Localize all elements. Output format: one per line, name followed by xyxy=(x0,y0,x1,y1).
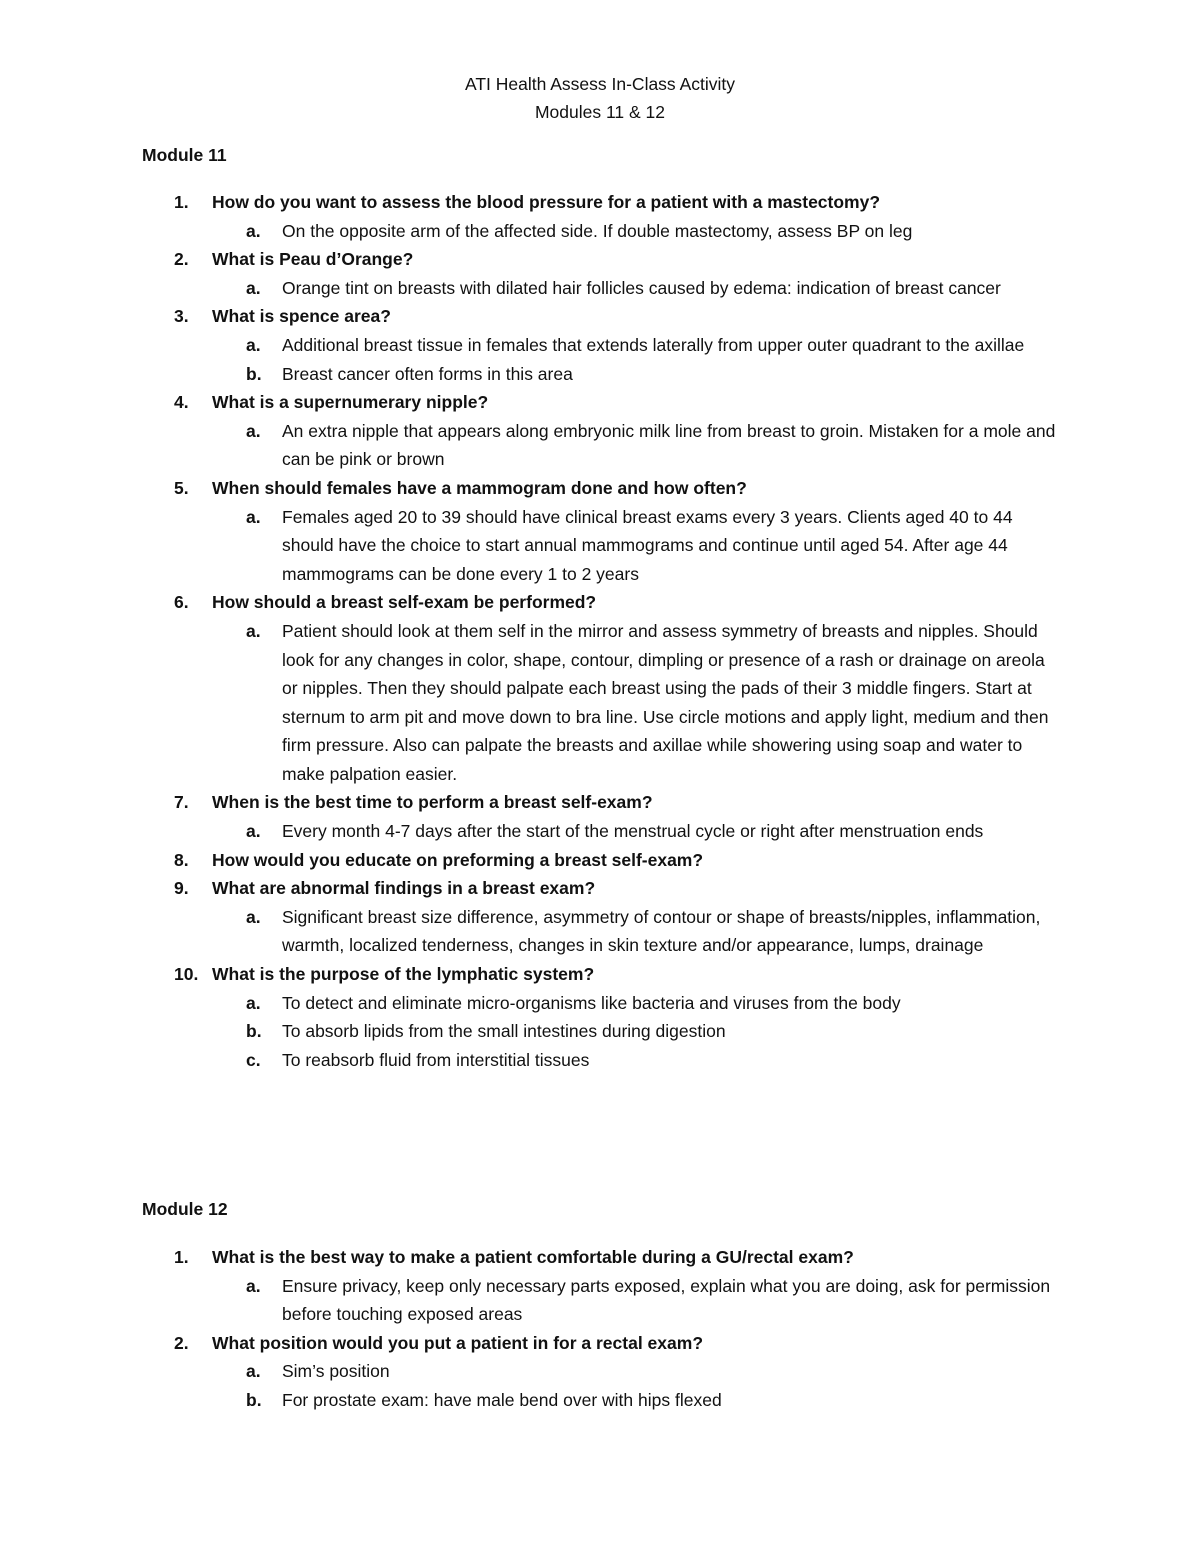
answer-item xyxy=(246,417,1062,474)
answer-item xyxy=(246,503,1062,589)
question-item xyxy=(0,788,1062,817)
question-number: 10. xyxy=(174,964,199,985)
question-number: 5. xyxy=(174,477,189,498)
question-number: 2. xyxy=(174,249,189,270)
question-item xyxy=(0,1243,1062,1272)
answer-item xyxy=(246,360,1062,389)
answer-item xyxy=(246,1017,1062,1046)
answer-item xyxy=(246,617,1062,789)
module-11-heading: Module 11 xyxy=(142,145,227,165)
question-text: How should a breast self-exam be performed? xyxy=(212,592,597,613)
question-text: How do you want to assess the blood pressure for a patient with a mastectomy? xyxy=(212,192,881,212)
answer-item xyxy=(246,903,1062,960)
question-text: When is the best time to perform a breast self-exam? xyxy=(212,792,653,813)
answer-item xyxy=(246,217,1062,246)
answer-letter: a. xyxy=(246,620,261,641)
question-text: What is the purpose of the lymphatic system? xyxy=(212,964,595,985)
question-text: How would you educate on preforming a breast self-exam? xyxy=(212,849,704,870)
question-text: What position would you put a patient in for a rectal exam? xyxy=(212,1332,704,1353)
question-text: When should females have a mammogram done and how often? xyxy=(212,477,747,498)
answer-text: To absorb lipids from the small intestines during digestion xyxy=(282,1021,726,1042)
document-subtitle: Modules 11 & 12 xyxy=(534,102,666,122)
answer-letter: a. xyxy=(246,1361,261,1382)
question-item xyxy=(0,188,1062,217)
question-item xyxy=(0,1329,1062,1358)
question-text: What are abnormal findings in a breast exam? xyxy=(212,878,596,899)
question-number: 2. xyxy=(174,1332,189,1353)
question-item xyxy=(0,846,1062,875)
question-text: What is spence area? xyxy=(212,306,391,327)
question-text: What is the best way to make a patient comfortable during a GU/rectal exam? xyxy=(212,1247,854,1267)
question-number: 6. xyxy=(174,592,189,613)
answer-text: Females aged 20 to 39 should have clinical breast exams every 3 years. Clients aged 40 to 44 should have the choice to start annual mammograms and continue until aged 54. After age 44 mammograms can be done every 1 to 2 years xyxy=(282,506,1013,584)
answer-item xyxy=(246,1046,1062,1075)
answer-text: Additional breast tissue in females that extends laterally from upper outer quadrant to the axillae xyxy=(282,334,1025,355)
answer-text: To reabsorb fluid from interstitial tissues xyxy=(282,1049,590,1070)
answer-letter: a. xyxy=(246,992,261,1013)
answer-text: Orange tint on breasts with dilated hair follicles caused by edema: indication of breast cancer xyxy=(282,277,1001,298)
answer-letter: b. xyxy=(246,363,262,384)
question-number: 7. xyxy=(174,792,189,813)
answer-text: An extra nipple that appears along embryonic milk line from breast to groin. Mistaken for a mole and can be pink or brown xyxy=(282,420,1056,470)
question-item xyxy=(0,960,1062,989)
question-item xyxy=(0,302,1062,331)
question-number: 1. xyxy=(174,1247,189,1267)
answer-text: Significant breast size difference, asymmetry of contour or shape of breasts/nipples, inflammation, warmth, localized tenderness, changes in skin texture and/or appearance, lumps, drainage xyxy=(282,906,1041,956)
question-item xyxy=(0,245,1062,274)
answer-letter: b. xyxy=(246,1389,262,1410)
question-item xyxy=(0,588,1062,617)
answer-item xyxy=(246,331,1062,360)
module-12-heading: Module 12 xyxy=(142,1199,228,1219)
answer-letter: a. xyxy=(246,506,261,527)
question-number: 1. xyxy=(174,192,189,212)
answer-letter: a. xyxy=(246,906,261,927)
question-item xyxy=(0,474,1062,503)
answer-text: For prostate exam: have male bend over with hips flexed xyxy=(282,1389,722,1410)
answer-item xyxy=(246,274,1062,303)
answer-text: Sim’s position xyxy=(282,1361,390,1382)
answer-letter: b. xyxy=(246,1021,262,1042)
question-number: 4. xyxy=(174,392,189,413)
module-12-question-list xyxy=(0,1243,1062,1415)
answer-letter: a. xyxy=(246,1275,261,1296)
answer-letter: c. xyxy=(246,1049,261,1070)
answer-letter: a. xyxy=(246,420,261,441)
document-title: ATI Health Assess In-Class Activity xyxy=(464,74,736,94)
answer-item xyxy=(246,1386,1062,1415)
question-text: What is a supernumerary nipple? xyxy=(212,392,489,413)
question-number: 8. xyxy=(174,849,189,870)
question-item xyxy=(0,874,1062,903)
answer-text: On the opposite arm of the affected side. If double mastectomy, assess BP on leg xyxy=(282,220,913,241)
answer-text: To detect and eliminate micro-organisms like bacteria and viruses from the body xyxy=(282,992,901,1013)
answer-text: Patient should look at them self in the mirror and assess symmetry of breasts and nipples. Should look for any changes in color, shape, contour, dimpling or presence of a rash or drainage on areola or nipples. Then they should palpate each breast using the pads of their 3 middle fingers. Start at sternum to arm pit and move down to bra line. Use circle motions and apply light, medium and then firm pressure. Also can palpate the breasts and axillae while showering using soap and water to make palpation easier. xyxy=(282,620,1049,784)
answer-text: Ensure privacy, keep only necessary parts exposed, explain what you are doing, ask for permission before touching exposed areas xyxy=(282,1275,1051,1325)
question-number: 3. xyxy=(174,306,189,327)
question-text: What is Peau d’Orange? xyxy=(212,249,414,270)
answer-item xyxy=(246,1272,1062,1329)
question-number: 9. xyxy=(174,878,189,899)
answer-item xyxy=(246,989,1062,1018)
answer-letter: a. xyxy=(246,220,261,241)
answer-text: Every month 4-7 days after the start of the menstrual cycle or right after menstruation ends xyxy=(282,821,984,842)
answer-item xyxy=(246,817,1062,846)
answer-letter: a. xyxy=(246,821,261,842)
module-11-question-list xyxy=(0,188,1062,1074)
answer-letter: a. xyxy=(246,334,261,355)
question-item xyxy=(0,388,1062,417)
answer-letter: a. xyxy=(246,277,261,298)
answer-item xyxy=(246,1357,1062,1386)
answer-text: Breast cancer often forms in this area xyxy=(282,363,573,384)
